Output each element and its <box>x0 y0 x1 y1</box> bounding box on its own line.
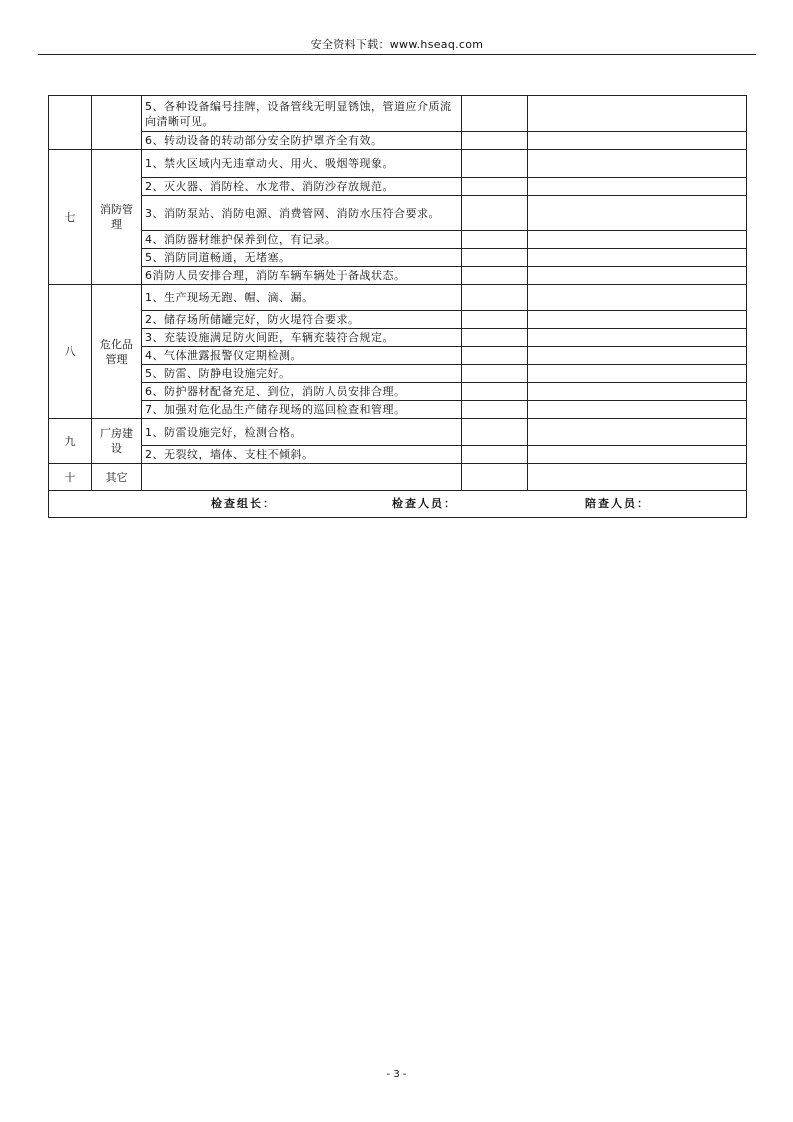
section-category: 其它 <box>92 464 142 491</box>
table-row <box>49 347 747 365</box>
check-item: 1、防雷设施完好，检测合格。 <box>142 419 462 446</box>
table-row <box>49 196 747 231</box>
section-number: 九 <box>49 419 92 464</box>
remark-cell <box>528 150 747 178</box>
remark-cell <box>528 285 747 311</box>
check-item: 4、气体泄露报警仪定期检测。 <box>142 347 462 365</box>
check-item: 6、转动设备的转动部分安全防护罩齐全有效。 <box>142 132 462 150</box>
check-item: 3、充装设施满足防火间距，车辆充装符合规定。 <box>142 329 462 347</box>
section-number: 八 <box>49 285 92 419</box>
section-category: 消防管理 <box>92 150 142 285</box>
check-item: 1、生产现场无跑、帽、滴、漏。 <box>142 285 462 311</box>
table-row <box>49 329 747 347</box>
remark-cell <box>528 365 747 383</box>
table-row <box>49 178 747 196</box>
section-category: 厂房建设 <box>92 419 142 464</box>
result-cell <box>462 96 528 132</box>
remark-cell <box>528 132 747 150</box>
result-cell <box>462 365 528 383</box>
table-row <box>49 267 747 285</box>
remark-cell <box>528 329 747 347</box>
page-number: - 3 - <box>386 1069 407 1080</box>
check-item: 2、无裂纹，墙体、支柱不倾斜。 <box>142 446 462 464</box>
remark-cell <box>528 446 747 464</box>
header-divider <box>38 54 756 55</box>
result-cell <box>462 267 528 285</box>
remark-cell <box>528 383 747 401</box>
table-row <box>49 231 747 249</box>
remark-cell <box>528 464 747 491</box>
signature-row <box>49 491 747 518</box>
check-item: 3、消防泵站、消防电源、消费管网、消防水压符合要求。 <box>142 196 462 231</box>
table-row <box>49 464 747 491</box>
table-row <box>49 285 747 311</box>
result-cell <box>462 249 528 267</box>
check-item: 4、消防器材维护保养到位，有记录。 <box>142 231 462 249</box>
remark-cell <box>528 347 747 365</box>
remark-cell <box>528 231 747 249</box>
result-cell <box>462 285 528 311</box>
table-row <box>49 311 747 329</box>
result-cell <box>462 347 528 365</box>
table-row <box>49 96 747 132</box>
remark-cell <box>528 419 747 446</box>
table-row <box>49 383 747 401</box>
check-item: 6消防人员安排合理，消防车辆车辆处于备战状态。 <box>142 267 462 285</box>
remark-cell <box>528 311 747 329</box>
inspection-checklist-table <box>48 95 747 518</box>
remark-cell <box>528 249 747 267</box>
table-row <box>49 249 747 267</box>
check-item: 2、灭火器、消防栓、水龙带、消防沙存放规范。 <box>142 178 462 196</box>
result-cell <box>462 401 528 419</box>
table-row <box>49 419 747 446</box>
page-header: 安全资料下载：www.hseaq.com <box>310 38 484 51</box>
result-cell <box>462 311 528 329</box>
check-item: 2、储存场所储罐完好，防火堤符合要求。 <box>142 311 462 329</box>
table-row <box>49 150 747 178</box>
remark-cell <box>528 178 747 196</box>
table-row <box>49 365 747 383</box>
remark-cell <box>528 96 747 132</box>
check-item: 7、加强对危化品生产储存现场的巡回检查和管理。 <box>142 401 462 419</box>
remark-cell <box>528 267 747 285</box>
result-cell <box>462 419 528 446</box>
check-item: 5、各种设备编号挂牌，设备管线无明显锈蚀，管道应介质流向清晰可见。 <box>142 96 462 132</box>
section-number <box>49 96 92 150</box>
remark-cell <box>528 196 747 231</box>
section-number: 七 <box>49 150 92 285</box>
result-cell <box>462 329 528 347</box>
check-item: 5、消防同道畅通，无堵塞。 <box>142 249 462 267</box>
table-row <box>49 401 747 419</box>
section-number: 十 <box>49 464 92 491</box>
result-cell <box>462 178 528 196</box>
result-cell <box>462 446 528 464</box>
section-category <box>92 96 142 150</box>
check-item <box>142 464 462 491</box>
section-category: 危化品管理 <box>92 285 142 419</box>
check-item: 5、防雷、防静电设施完好。 <box>142 365 462 383</box>
signature-cell <box>49 491 747 518</box>
result-cell <box>462 231 528 249</box>
table-row <box>49 132 747 150</box>
check-item: 1、禁火区域内无违章动火、用火、吸烟等现象。 <box>142 150 462 178</box>
result-cell <box>462 150 528 178</box>
remark-cell <box>528 401 747 419</box>
leader-label: 检查组长： <box>211 497 276 510</box>
result-cell <box>462 132 528 150</box>
result-cell <box>462 383 528 401</box>
accompany-label: 陪查人员： <box>585 497 650 510</box>
check-item: 6、防护器材配备充足、到位，消防人员安排合理。 <box>142 383 462 401</box>
result-cell <box>462 196 528 231</box>
inspector-label: 检查人员： <box>392 497 457 510</box>
result-cell <box>462 464 528 491</box>
table-row <box>49 446 747 464</box>
